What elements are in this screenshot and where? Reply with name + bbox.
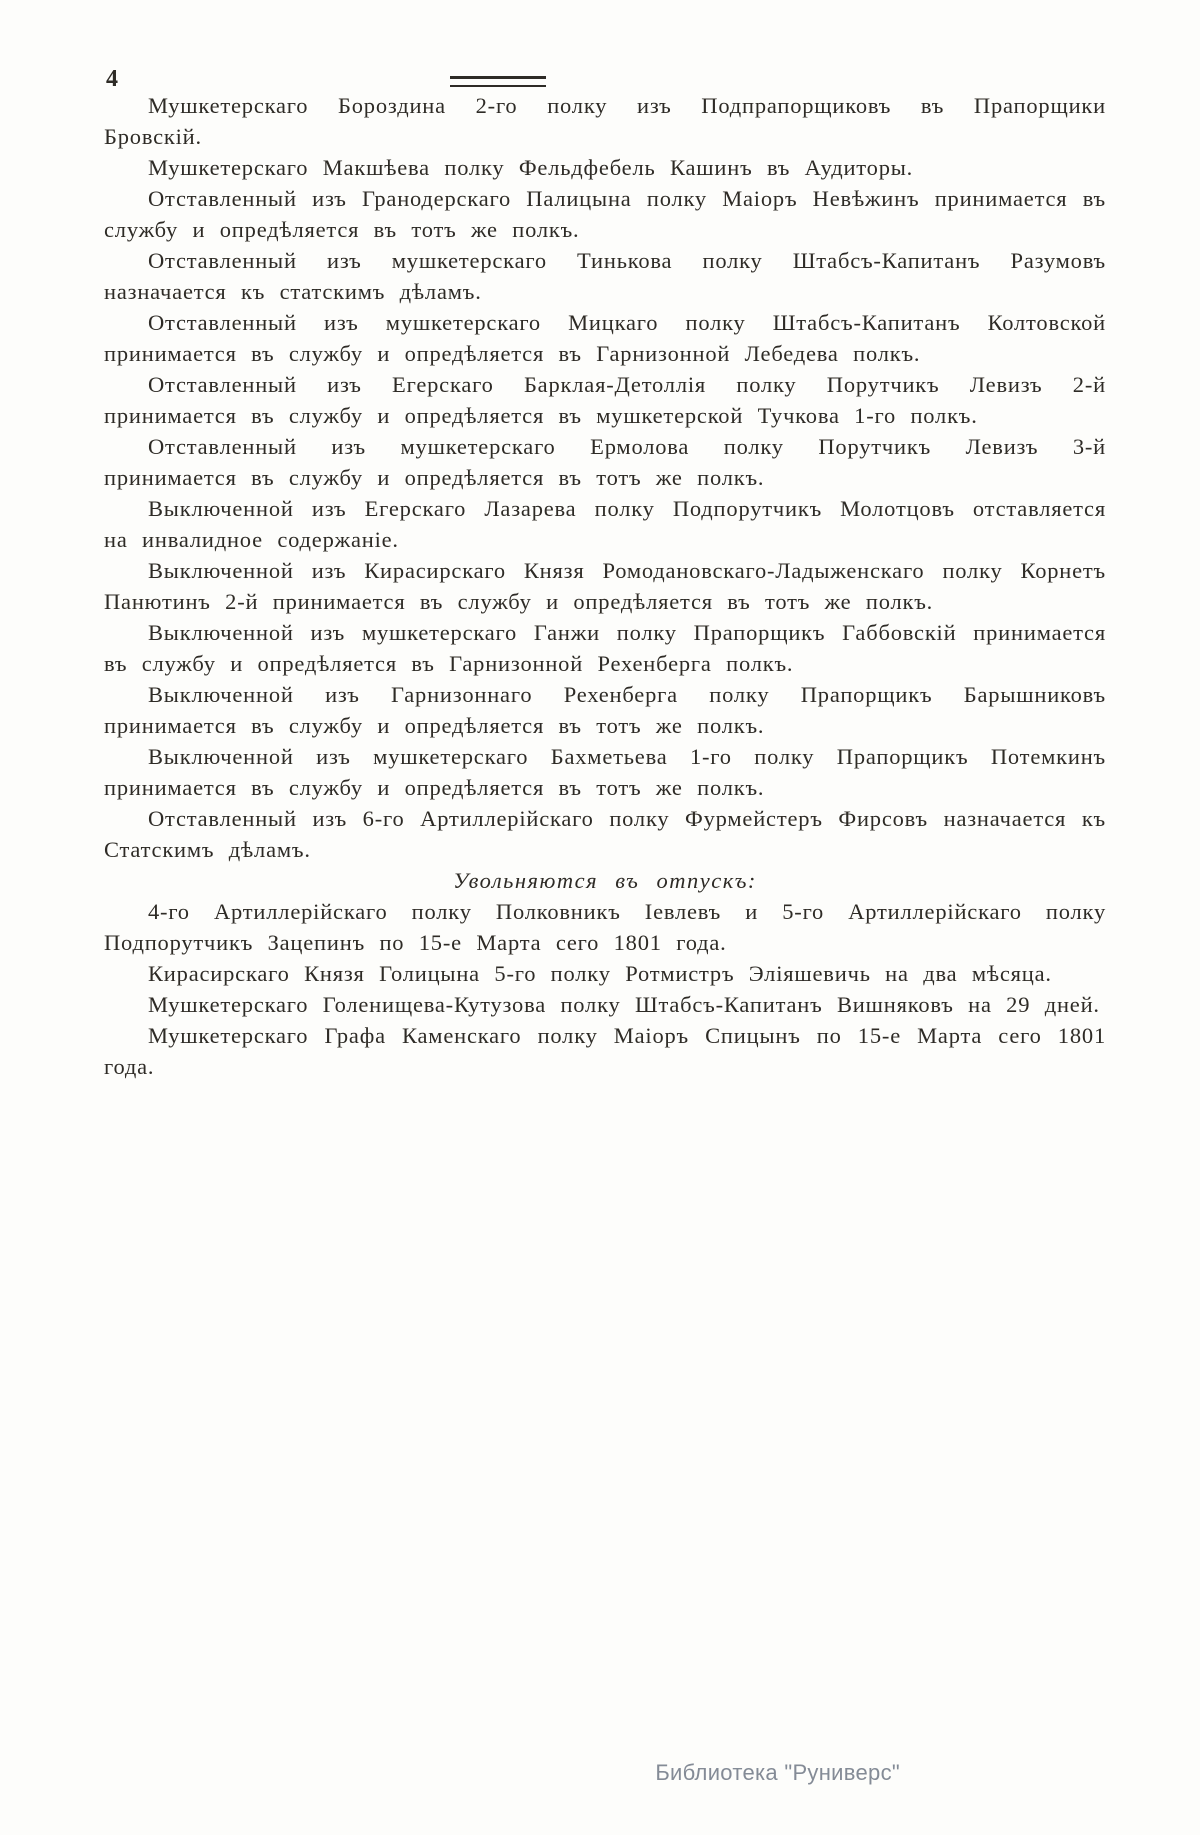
paragraph: Выключенной изъ Егерскаго Лазарева полку Подпорутчикъ Молотцовъ отставляется на инвалидное содержаніе. [104,496,1106,552]
document-body [104,90,1106,1082]
library-watermark: Библиотека "Руниверс" [655,1760,900,1785]
paragraph: Выключенной изъ Гарнизоннаго Рехенберга полку Прапорщикъ Барышниковъ принимается въ службу и опредѣляется въ тотъ же полкъ. [104,682,1106,738]
paragraph: Отставленный изъ мушкетерскаго Тинькова полку Штабсъ-Капитанъ Разумовъ назначается къ статскимъ дѣламъ. [104,248,1106,304]
paragraph: Кирасирскаго Князя Голицына 5-го полку Ротмистръ Эліяшевичь на два мѣсяца. [148,961,1052,986]
section-heading: Увольняются въ отпускъ: [453,868,757,893]
paragraph: Отставленный изъ Егерскаго Барклая-Детоллія полку Порутчикъ Левизъ 2-й принимается въ службу и опредѣляется въ мушкетерской Тучкова 1-го полкъ. [104,372,1106,428]
section-divider-rule [450,76,546,87]
paragraph: Отставленный изъ мушкетерскаго Мицкаго полку Штабсъ-Капитанъ Колтовской принимается въ службу и опредѣляется въ Гарнизонной Лебедева полкъ. [104,310,1106,366]
paragraph: Отставленный изъ 6-го Артиллерійскаго полку Фурмейстеръ Фирсовъ назначается къ Статскимъ дѣламъ. [104,806,1106,862]
paragraph: Отставленный изъ мушкетерскаго Ермолова полку Порутчикъ Левизъ 3-й принимается въ службу и опредѣляется въ тотъ же полкъ. [104,434,1106,490]
paragraph: Отставленный изъ Гранодерскаго Палицына полку Маіоръ Невѣжинъ принимается въ службу и опредѣляется въ тотъ же полкъ. [104,186,1106,242]
paragraph: Выключенной изъ мушкетерскаго Бахметьева 1-го полку Прапорщикъ Потемкинъ принимается въ службу и опредѣляется въ тотъ же полкъ. [104,744,1106,800]
paragraph: Мушкетерскаго Голенищева-Кутузова полку Штабсъ-Капитанъ Вишняковъ на 29 дней. [148,992,1100,1017]
paragraph: Выключенной изъ Кирасирскаго Князя Ромодановскаго-Ладыженскаго полку Корнетъ Панютинъ 2-й принимается въ службу и опредѣляется въ тотъ же полкъ. [104,558,1106,614]
paragraph: Мушкетерскаго Макшѣева полку Фельдфебель Кашинъ въ Аудиторы. [148,155,914,180]
page-number: 4 [106,66,119,92]
paragraph: Мушкетерскаго Бороздина 2-го полку изъ Подпрапорщиковъ въ Прапорщики Бровскій. [104,93,1106,149]
paragraph: Мушкетерскаго Графа Каменскаго полку Маіоръ Спицынъ по 15-е Марта сего 1801 года. [104,1023,1106,1079]
paragraph: Выключенной изъ мушкетерскаго Ганжи полку Прапорщикъ Габбовскій принимается въ службу и опредѣляется въ Гарнизонной Рехенберга полкъ. [104,620,1106,676]
paragraph: 4-го Артиллерійскаго полку Полковникъ Іевлевъ и 5-го Артиллерійскаго полку Подпорутчикъ Зацепинъ по 15-е Марта сего 1801 года. [104,899,1106,955]
